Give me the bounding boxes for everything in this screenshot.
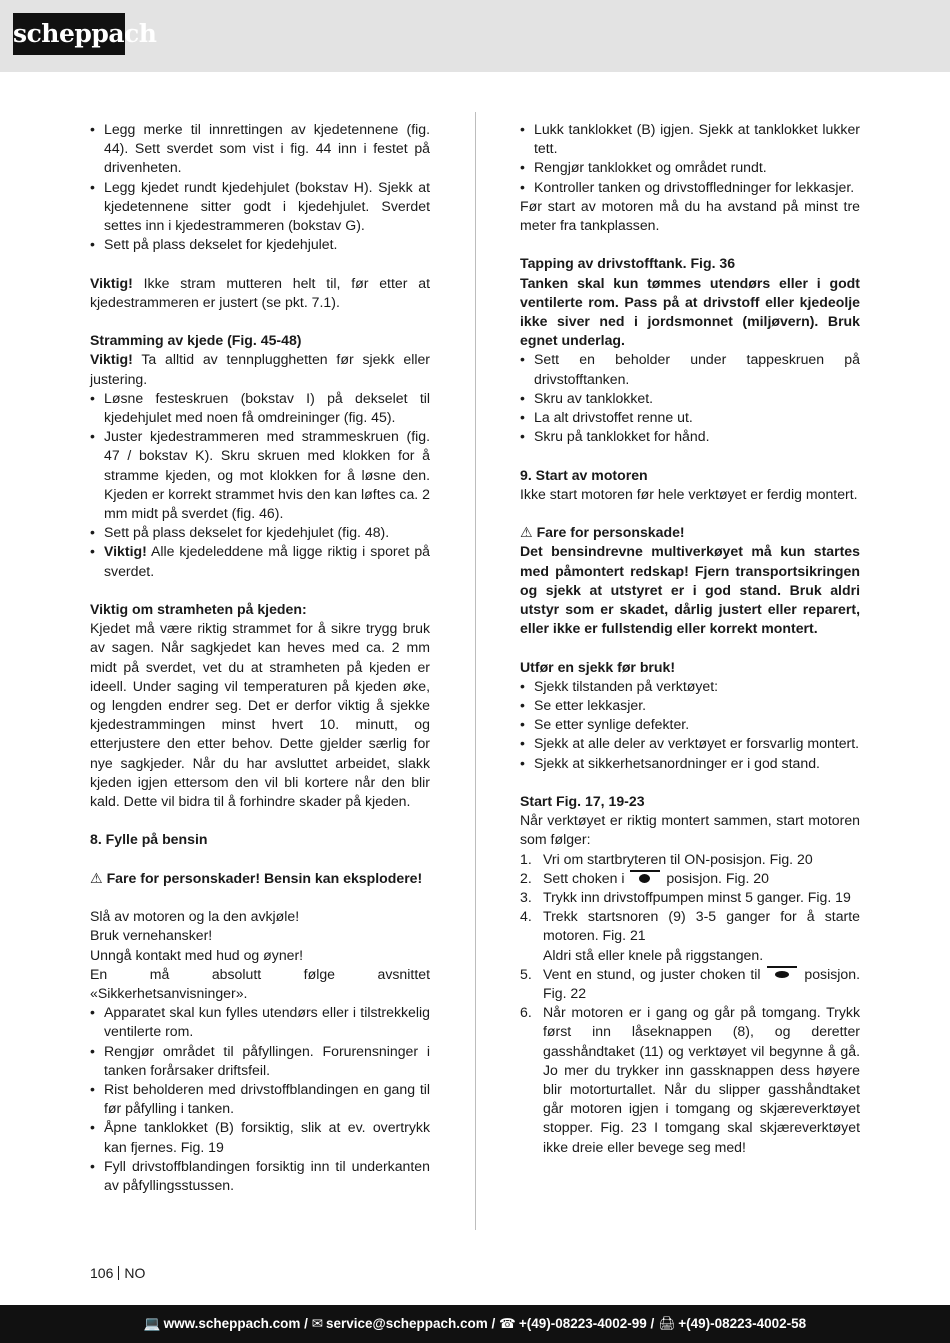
scheppach-logo[interactable]: scheppach <box>13 13 125 55</box>
list-item: 5. Vent en stund, og juster choken til posisjon. Fig. 22 <box>520 965 860 1002</box>
drain-tank-heading: Tapping av drivstofftank. Fig. 36 <box>520 255 736 272</box>
list-item: • Se etter lekkasjer. <box>520 696 860 715</box>
list-item: • Sjekk at sikkerhetsanordninger er i god stand. <box>520 754 860 773</box>
explosion-warning: ⚠ Fare for personskader! Bensin kan eksplodere! <box>90 869 423 886</box>
chain-tension-list <box>90 389 430 581</box>
choke-open-icon <box>767 966 797 983</box>
list-item: 3. Trykk inn drivstoffpumpen minst 5 ganger. Fig. 19 <box>520 889 851 906</box>
section-9-text: Ikke start motoren før hele verktøyet er ferdig montert. <box>520 485 858 502</box>
list-item: • Legg merke til innrettingen av kjedetennene (fig. 44). Sett sverdet som vist i fig. 44 inn i festet på drivenheten. <box>90 120 430 178</box>
safety-line: En må absolutt følge avsnittet «Sikkerhetsanvisninger». <box>90 965 430 1002</box>
left-column <box>90 120 430 1195</box>
drain-tank-list <box>520 350 860 446</box>
list-item: 6. Når motoren er i gang og går på tomgang. Trykk først inn låseknappen (8), og deretter gasshåndtaket (11) og verktøyet vil begynne å gå. Jo mer du trykker inn gassknappen dess høyere blir motorturtallet. Når du slipper gasshåndtaket går motoren igjen i tomgang og skjæreverktøyet stopper. Fig. 23 I tomgang skal skjæreverktøyet ikke dreie eller bevege seg med! <box>520 1004 860 1155</box>
list-item: • Rengjør tanklokket og området rundt. <box>520 158 860 177</box>
warning-icon: ⚠ <box>90 869 103 886</box>
right-column <box>520 120 860 1157</box>
list-item: • La alt drivstoffet renne ut. <box>520 408 860 427</box>
list-item: • Rist beholderen med drivstoffblandingen en gang til før påfylling i tanken. <box>90 1080 430 1118</box>
refuel-list <box>90 1003 430 1195</box>
fax-number: +(49)-08223-4002-58 <box>678 1316 807 1331</box>
list-item: • Se etter synlige defekter. <box>520 715 860 734</box>
phone-number: +(49)-08223-4002-99 / <box>518 1316 655 1331</box>
list-item: 1. Vri om startbryteren til ON-posisjon. Fig. 20 <box>520 850 813 867</box>
safety-line: Unngå kontakt med hud og øyner! <box>90 946 304 963</box>
list-item: • Sett på plass dekselet for kjedehjulet. <box>90 235 430 254</box>
chain-tension-heading: Stramming av kjede (Fig. 45-48) <box>90 332 302 349</box>
important-note: Viktig! Ikke stram mutteren helt til, før etter at kjedestrammeren er justert (se pkt. 7.1). <box>90 274 430 310</box>
email-link[interactable]: service@scheppach.com / <box>326 1316 496 1331</box>
safety-line: Bruk vernehansker! <box>90 927 213 944</box>
list-item: • Juster kjedestrammeren med strammeskruen (fig. 47 / bokstav K). Skru skruen med klokken for å stramme kjeden, og mot klokken for å løsne den. Kjeden er korrekt strammet hvis den kan løftes ca. 2 mm midt på sverdet (fig. 46). <box>90 427 430 523</box>
computer-icon: 💻 <box>143 1316 161 1331</box>
list-item: • Skru på tanklokket for hånd. <box>520 427 860 446</box>
list-item: • Apparatet skal kun fylles utendørs eller i tilstrekkelig ventilerte rom. <box>90 1003 430 1041</box>
drain-tank-warning: Tanken skal kun tømmes utendørs eller i godt ventilerte rom. Pass på at drivstoff eller kjedeolje ikke siver ned i jordsmonnet (miljøvern). Bruk egnet underlag. <box>520 274 860 349</box>
choke-closed-icon <box>630 870 660 887</box>
list-item: 2. Sett choken i posisjon. Fig. 20 <box>520 869 769 886</box>
tension-info-heading: Viktig om stramheten på kjeden: <box>90 601 307 618</box>
section-9-heading: 9. Start av motoren <box>520 466 648 483</box>
start-intro: Når verktøyet er riktig montert sammen, start motoren som følger: <box>520 812 860 848</box>
start-steps <box>520 850 860 1157</box>
injury-warning-heading: ⚠ Fare for personskade! <box>520 524 685 541</box>
chain-mount-list <box>90 120 430 254</box>
list-item: • Legg kjedet rundt kjedehjulet (bokstav H). Sjekk at kjedetennene sitter godt i kjedehjulet. Sverdet settes inn i kjedestrammeren (bokstav G). <box>90 178 430 236</box>
list-item: • Fyll drivstoffblandingen forsiktig inn til underkanten av påfyllingsstussen. <box>90 1157 430 1195</box>
list-item: • Sett en beholder under tappeskruen på drivstofftanken. <box>520 350 860 388</box>
list-item: • Løsne festeskruen (bokstav I) på dekselet til kjedehjulet med noen få omdreininger (fig. 45). <box>90 389 430 427</box>
list-item: • Sett på plass dekselet for kjedehjulet (fig. 48). <box>90 523 430 542</box>
list-item: • Viktig! Alle kjedeleddene må ligge riktig i sporet på sverdet. <box>90 542 430 580</box>
mail-icon: ✉ <box>311 1316 323 1331</box>
list-item: • Rengjør området til påfyllingen. Forurensninger i tanken forårsaker driftsfeil. <box>90 1042 430 1080</box>
list-item: • Kontroller tanken og drivstoffledninger for lekkasjer. <box>520 178 860 197</box>
start-heading: Start Fig. 17, 19-23 <box>520 793 645 810</box>
list-item: • Lukk tanklokket (B) igjen. Sjekk at tanklokket lukker tett. <box>520 120 860 158</box>
website-link[interactable]: www.scheppach.com / <box>163 1316 308 1331</box>
section-8-heading: 8. Fylle på bensin <box>90 831 208 848</box>
list-item: • Sjekk at alle deler av verktøyet er forsvarlig montert. <box>520 734 860 753</box>
list-item: • Åpne tanklokket (B) forsiktig, slik at ev. overtrykk kan fjernes. Fig. 19 <box>90 1118 430 1156</box>
injury-warning-text: Det bensindrevne multiverkøyet må kun startes med påmontert redskap! Fjern transportsikringen og sjekk at utstyret er i god stand. Bruk aldri utstyr som er skadet, dårlig justert eller reparert, eller ikke er fullstendig eller korrekt montert. <box>520 543 860 637</box>
phone-icon: ☎ <box>499 1316 516 1331</box>
distance-note: Før start av motoren må du ha avstand på minst tre meter fra tankplassen. <box>520 197 860 234</box>
chain-tension-note: Viktig! Ta alltid av tennplugghetten før sjekk eller justering. <box>90 351 430 387</box>
fax-icon: 🖨 <box>658 1316 676 1331</box>
safety-line: Slå av motoren og la den avkjøle! <box>90 908 300 925</box>
pre-use-check-heading: Utfør en sjekk før bruk! <box>520 658 676 675</box>
page-number: 106 NO <box>90 1265 146 1281</box>
list-item: • Sjekk tilstanden på verktøyet: <box>520 677 860 696</box>
header-band <box>0 0 950 72</box>
column-divider <box>475 112 476 1230</box>
pre-use-check-list <box>520 677 860 773</box>
tension-info-text: Kjedet må være riktig strammet for å sikre trygg bruk av sagen. Når sagkjedet kan heves med ca. 2 mm midt på sverdet, vet du at stramheten på kjeden er ideell. Under saging vil temperaturen på kjeden øke, og lengden endrer seg. Det er derfor viktig å sjekke kjedestrammingen minst hvert 10. minutt, og etterjustere den etter behov. Dette gjelder særlig for nye sagkjeder. Når du har avsluttet arbeidet, slakk kjeden igjen ettersom den vil bli kortere når den blir kald. Dette vil bidra til å forhindre skader på kjeden. <box>90 620 430 810</box>
footer-bar <box>0 1305 950 1343</box>
list-item: 4. Trekk startsnoren (9) 3-5 ganger for å starte motoren. Fig. 21 Aldri stå eller knele på riggstangen. <box>520 908 860 963</box>
warning-icon: ⚠ <box>520 524 533 541</box>
list-item: • Skru av tanklokket. <box>520 389 860 408</box>
tank-cap-list <box>520 120 860 197</box>
